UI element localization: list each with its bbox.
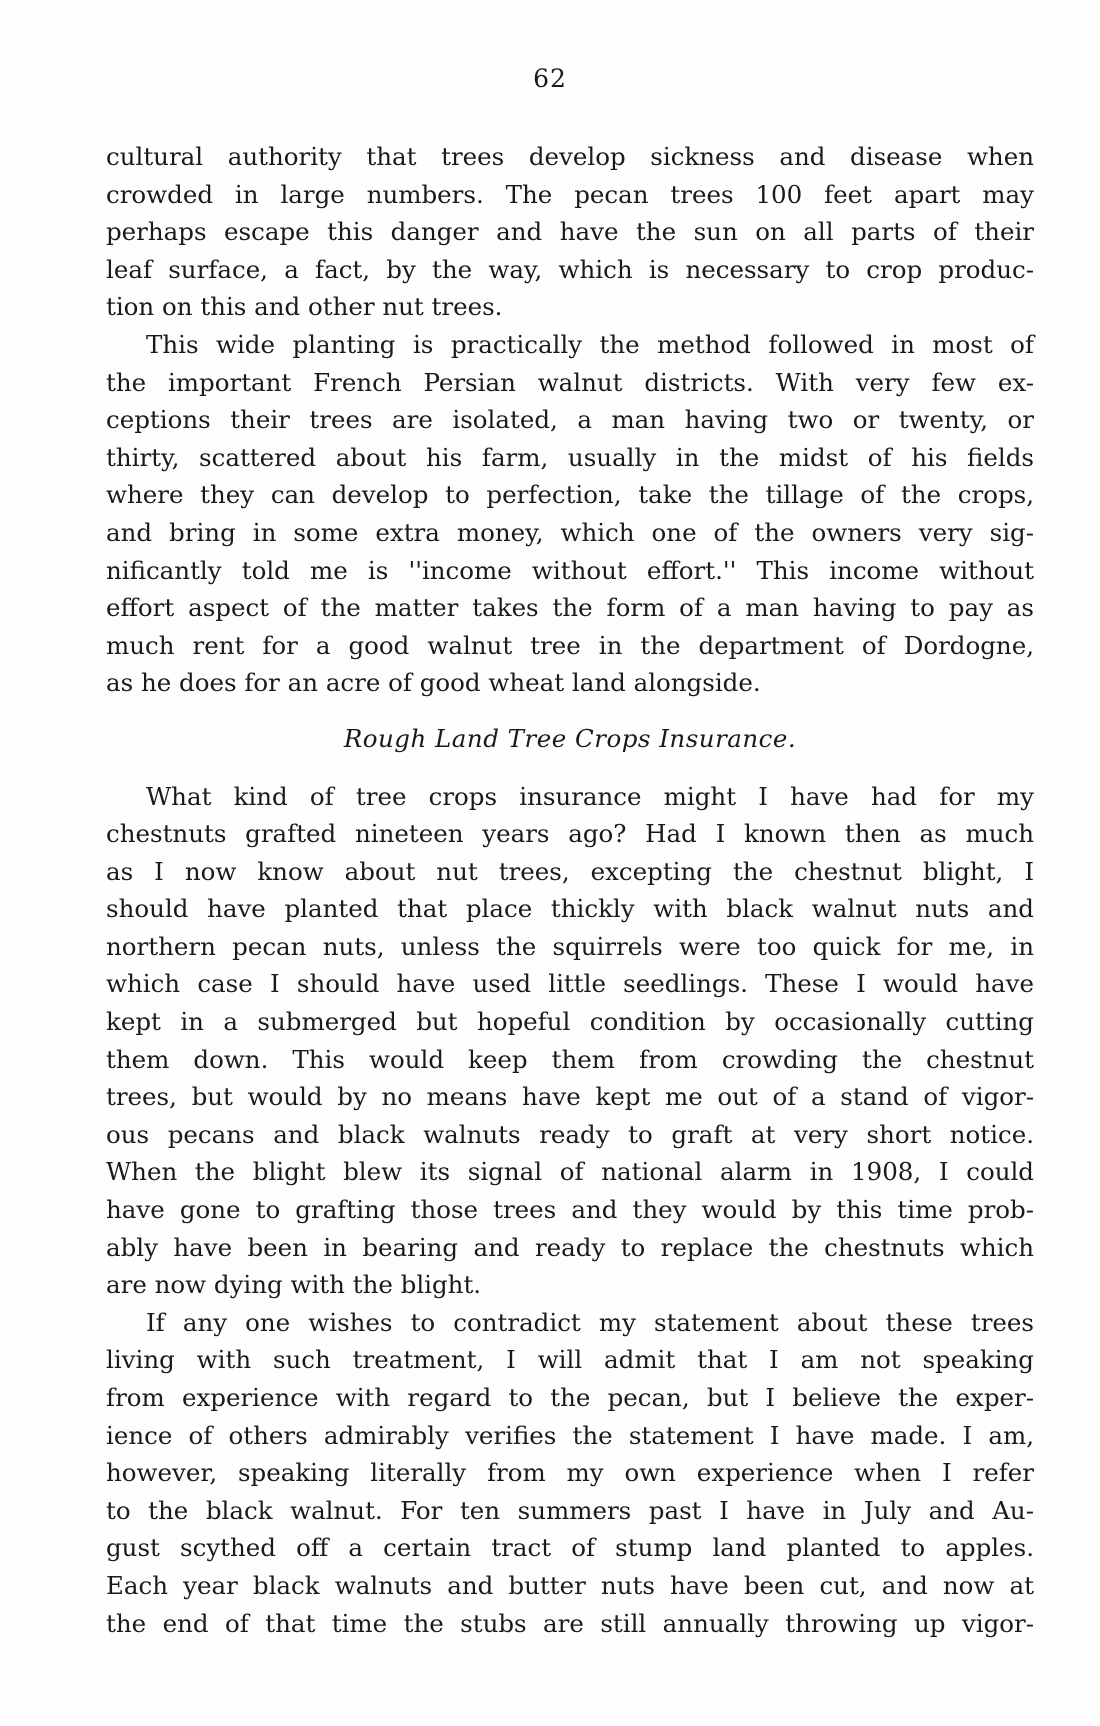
section-heading: Rough Land Tree Crops Insurance.	[343, 723, 797, 753]
paragraph	[106, 778, 1034, 1304]
body-text	[106, 138, 1034, 1642]
text-line: northern pecan nuts, unless the squirrels were too quick for me, in	[106, 931, 1034, 961]
text-line: chestnuts grafted nineteen years ago? Had I known then as much	[106, 819, 1034, 849]
text-line: the important French Persian walnut districts. With very few ex-	[106, 367, 1034, 397]
text-line: ceptions their trees are isolated, a man having two or twenty, or	[106, 405, 1034, 435]
text-line: What kind of tree crops insurance might I have had for my	[146, 781, 1034, 811]
paragraph	[106, 138, 1034, 326]
text-line: as I now know about nut trees, excepting the chestnut blight, I	[106, 856, 1034, 886]
text-line: kept in a submerged but hopeful condition by occasionally cutting	[106, 1007, 1034, 1037]
text-line: trees, but would by no means have kept me out of a stand of vigor-	[106, 1082, 1034, 1112]
text-line: ably have been in bearing and ready to replace the chestnuts which	[106, 1232, 1034, 1262]
page-number: 62	[533, 64, 567, 93]
text-line: leaf surface, a fact, by the way, which is necessary to crop produc-	[106, 254, 1034, 284]
text-line: the end of that time the stubs are still annually throwing up vigor-	[106, 1608, 1034, 1638]
text-line: ience of others admirably verifies the statement I have made. I am,	[106, 1420, 1034, 1450]
text-line: living with such treatment, I will admit that I am not speaking	[106, 1345, 1034, 1375]
text-line: where they can develop to perfection, take the tillage of the crops,	[106, 480, 1034, 510]
text-line: If any one wishes to contradict my statement about these trees	[146, 1307, 1034, 1337]
text-line: nificantly told me is ''income without effort.'' This income without	[106, 555, 1034, 585]
text-line: gust scythed off a certain tract of stump land planted to apples.	[106, 1533, 1034, 1563]
text-line: them down. This would keep them from crowding the chestnut	[106, 1044, 1034, 1074]
paragraph	[106, 1304, 1034, 1642]
paragraph	[106, 326, 1034, 702]
text-line: This wide planting is practically the method followed in most of	[146, 329, 1034, 359]
text-line: ous pecans and black walnuts ready to graft at very short notice.	[106, 1119, 1034, 1149]
text-line: thirty, scattered about his farm, usually in the midst of his fields	[106, 442, 1034, 472]
text-line: to the black walnut. For ten summers past I have in July and Au-	[106, 1495, 1034, 1525]
text-line: are now dying with the blight.	[106, 1270, 482, 1300]
text-line: as he does for an acre of good wheat land alongside.	[106, 668, 761, 698]
text-line: however, speaking literally from my own experience when I refer	[106, 1458, 1034, 1488]
text-line: tion on this and other nut trees.	[106, 292, 503, 322]
text-line: have gone to grafting those trees and they would by this time prob-	[106, 1195, 1034, 1225]
text-line: Each year black walnuts and butter nuts have been cut, and now at	[106, 1570, 1034, 1600]
text-line: crowded in large numbers. The pecan trees 100 feet apart may	[106, 179, 1034, 209]
text-line: When the blight blew its signal of national alarm in 1908, I could	[106, 1157, 1034, 1187]
text-line: perhaps escape this danger and have the sun on all parts of their	[106, 217, 1034, 247]
text-line: effort aspect of the matter takes the form of a man having to pay as	[106, 593, 1034, 623]
text-line: cultural authority that trees develop sickness and disease when	[106, 142, 1034, 171]
text-line: should have planted that place thickly with black walnut nuts and	[106, 894, 1034, 924]
text-line: which case I should have used little seedlings. These I would have	[106, 969, 1034, 999]
text-line: and bring in some extra money, which one of the owners very sig-	[106, 517, 1034, 547]
text-line: much rent for a good walnut tree in the department of Dordogne,	[106, 630, 1034, 660]
text-line: from experience with regard to the pecan, but I believe the exper-	[106, 1383, 1034, 1412]
